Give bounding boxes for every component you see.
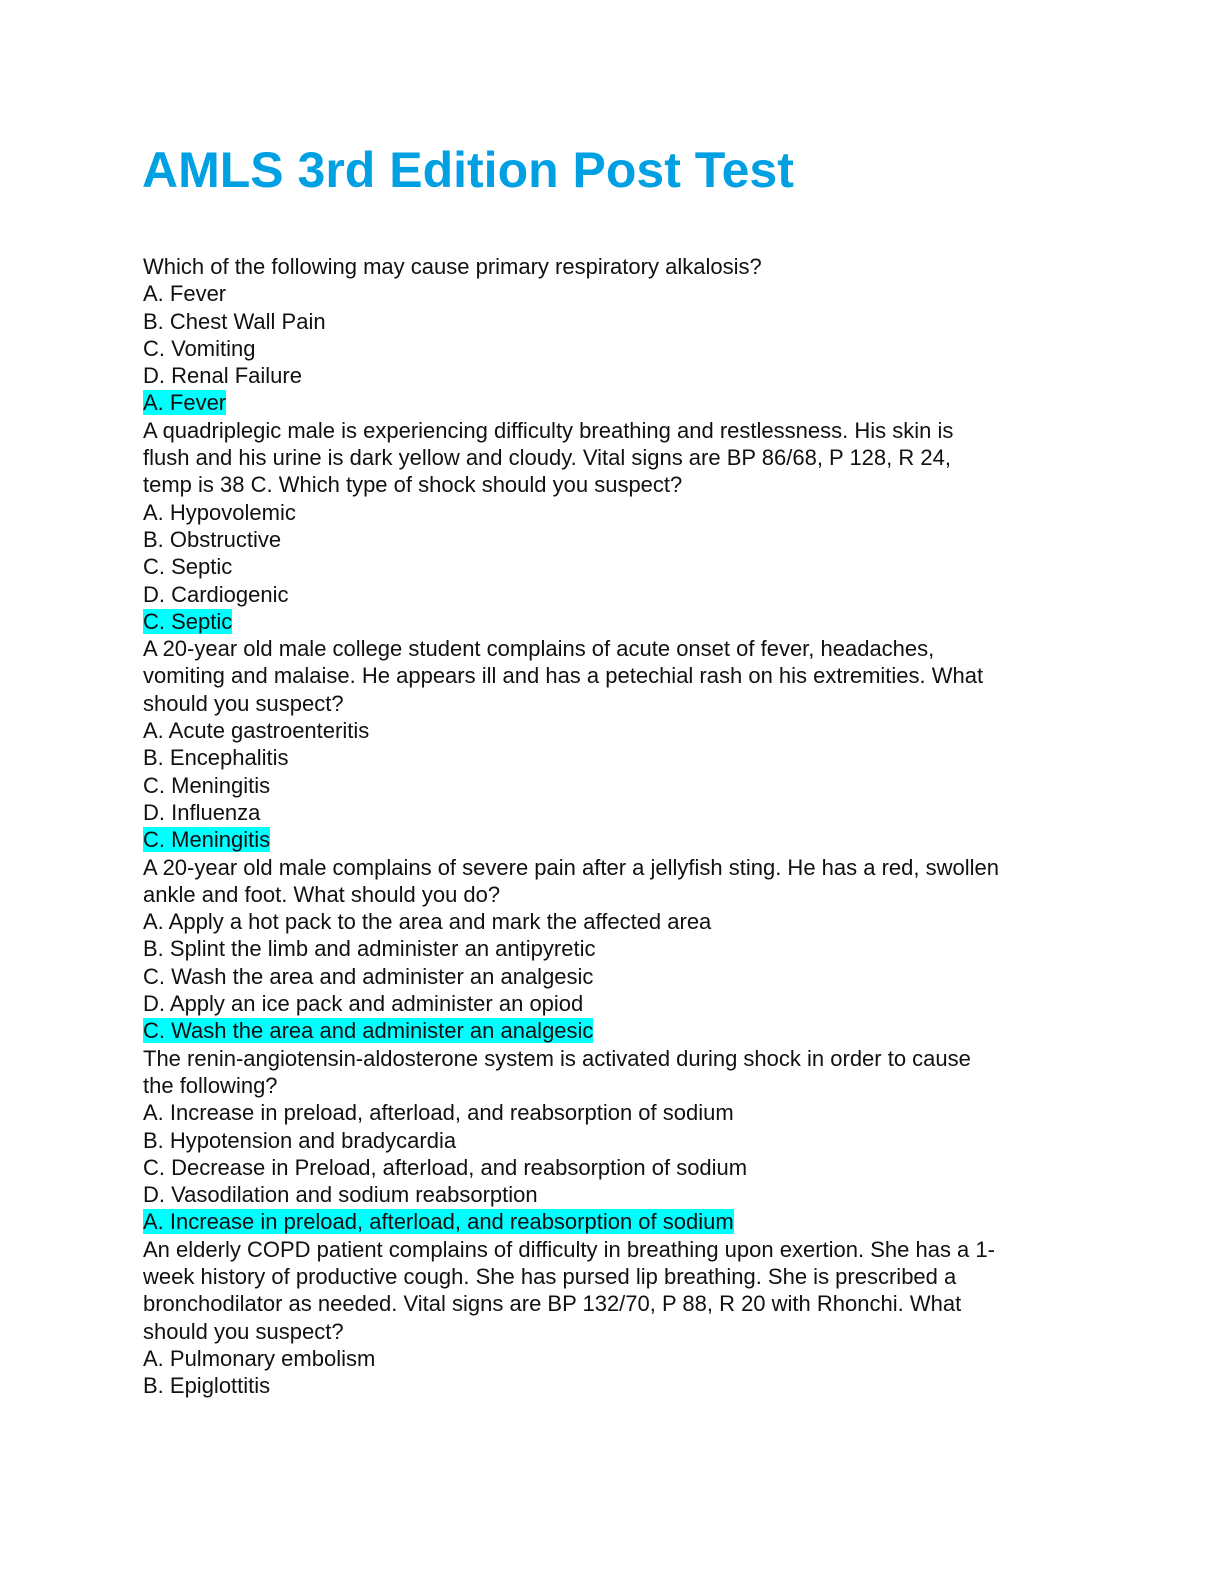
answer-option: D. Renal Failure — [143, 363, 302, 389]
answer-option: B. Obstructive — [143, 526, 282, 552]
answer-option: C. Meningitis — [143, 772, 271, 798]
answer-option: D. Apply an ice pack and administer an opiod — [143, 991, 584, 1017]
answer-option: B. Hypotension and bradycardia — [143, 1127, 457, 1153]
answer-option: D. Vasodilation and sodium reabsorption — [143, 1182, 538, 1208]
answer-option: B. Chest Wall Pain — [143, 308, 326, 334]
correct-answer-line — [143, 1208, 1083, 1235]
answer-option: D. Influenza — [143, 799, 261, 825]
answer-option: C. Decrease in Preload, afterload, and reabsorption of sodium — [143, 1154, 748, 1180]
answer-option: A. Apply a hot pack to the area and mark the affected area — [143, 909, 712, 935]
question-block — [143, 253, 1083, 417]
answer-option: A. Increase in preload, afterload, and reabsorption of sodium — [143, 1100, 734, 1126]
question-stem-line: A 20-year old male complains of severe pain after a jellyfish sting. He has a red, swollen — [143, 854, 999, 880]
question-stem-line: ankle and foot. What should you do? — [143, 881, 501, 907]
correct-answer-highlight: C. Septic — [143, 608, 233, 634]
question-list — [143, 253, 1083, 1399]
answer-option: C. Wash the area and administer an analgesic — [143, 963, 594, 989]
question-stem-line: bronchodilator as needed. Vital signs are BP 132/70, P 88, R 20 with Rhonchi. What — [143, 1291, 962, 1317]
answer-option: A. Acute gastroenteritis — [143, 718, 370, 744]
correct-answer-line — [143, 1017, 1083, 1044]
question-stem-line: An elderly COPD patient complains of difficulty in breathing upon exertion. She has a 1- — [143, 1236, 995, 1262]
answer-option: A. Fever — [143, 281, 227, 307]
answer-option: A. Hypovolemic — [143, 499, 296, 525]
question-stem-line: A quadriplegic male is experiencing difficulty breathing and restlessness. His skin is — [143, 417, 954, 443]
correct-answer-highlight: A. Increase in preload, afterload, and reabsorption of sodium — [143, 1209, 734, 1235]
correct-answer-highlight: C. Wash the area and administer an analgesic — [143, 1018, 594, 1044]
question-block — [143, 854, 1083, 1045]
answer-option: D. Cardiogenic — [143, 581, 289, 607]
correct-answer-highlight: A. Fever — [143, 390, 227, 416]
correct-answer-line — [143, 389, 1083, 416]
question-stem-line: A 20-year old male college student complains of acute onset of fever, headaches, — [143, 636, 935, 662]
question-stem-line: vomiting and malaise. He appears ill and has a petechial rash on his extremities. What — [143, 663, 984, 689]
question-block — [143, 417, 1083, 635]
question-block — [143, 1045, 1083, 1236]
correct-answer-line — [143, 826, 1083, 853]
question-stem-line: the following? — [143, 1072, 278, 1098]
question-stem-line: should you suspect? — [143, 1318, 344, 1344]
answer-option: B. Splint the limb and administer an antipyretic — [143, 936, 596, 962]
question-stem-line: temp is 38 C. Which type of shock should you suspect? — [143, 472, 683, 498]
answer-option: C. Septic — [143, 554, 233, 580]
question-stem-line: flush and his urine is dark yellow and cloudy. Vital signs are BP 86/68, P 128, R 24, — [143, 445, 951, 471]
page-title: AMLS 3rd Edition Post Test — [142, 142, 794, 198]
answer-option: C. Vomiting — [143, 335, 256, 361]
answer-option: B. Encephalitis — [143, 745, 289, 771]
question-block — [143, 635, 1083, 853]
answer-option: B. Epiglottitis — [143, 1373, 271, 1399]
question-stem-line: should you suspect? — [143, 690, 344, 716]
question-block — [143, 1236, 1083, 1400]
answer-option: A. Pulmonary embolism — [143, 1345, 376, 1371]
correct-answer-highlight: C. Meningitis — [143, 827, 271, 853]
question-stem-line: The renin-angiotensin-aldosterone system is activated during shock in order to cause — [143, 1045, 971, 1071]
question-stem-line: Which of the following may cause primary respiratory alkalosis? — [143, 254, 762, 279]
question-stem-line: week history of productive cough. She has pursed lip breathing. She is prescribed a — [143, 1263, 957, 1289]
correct-answer-line — [143, 608, 1083, 635]
